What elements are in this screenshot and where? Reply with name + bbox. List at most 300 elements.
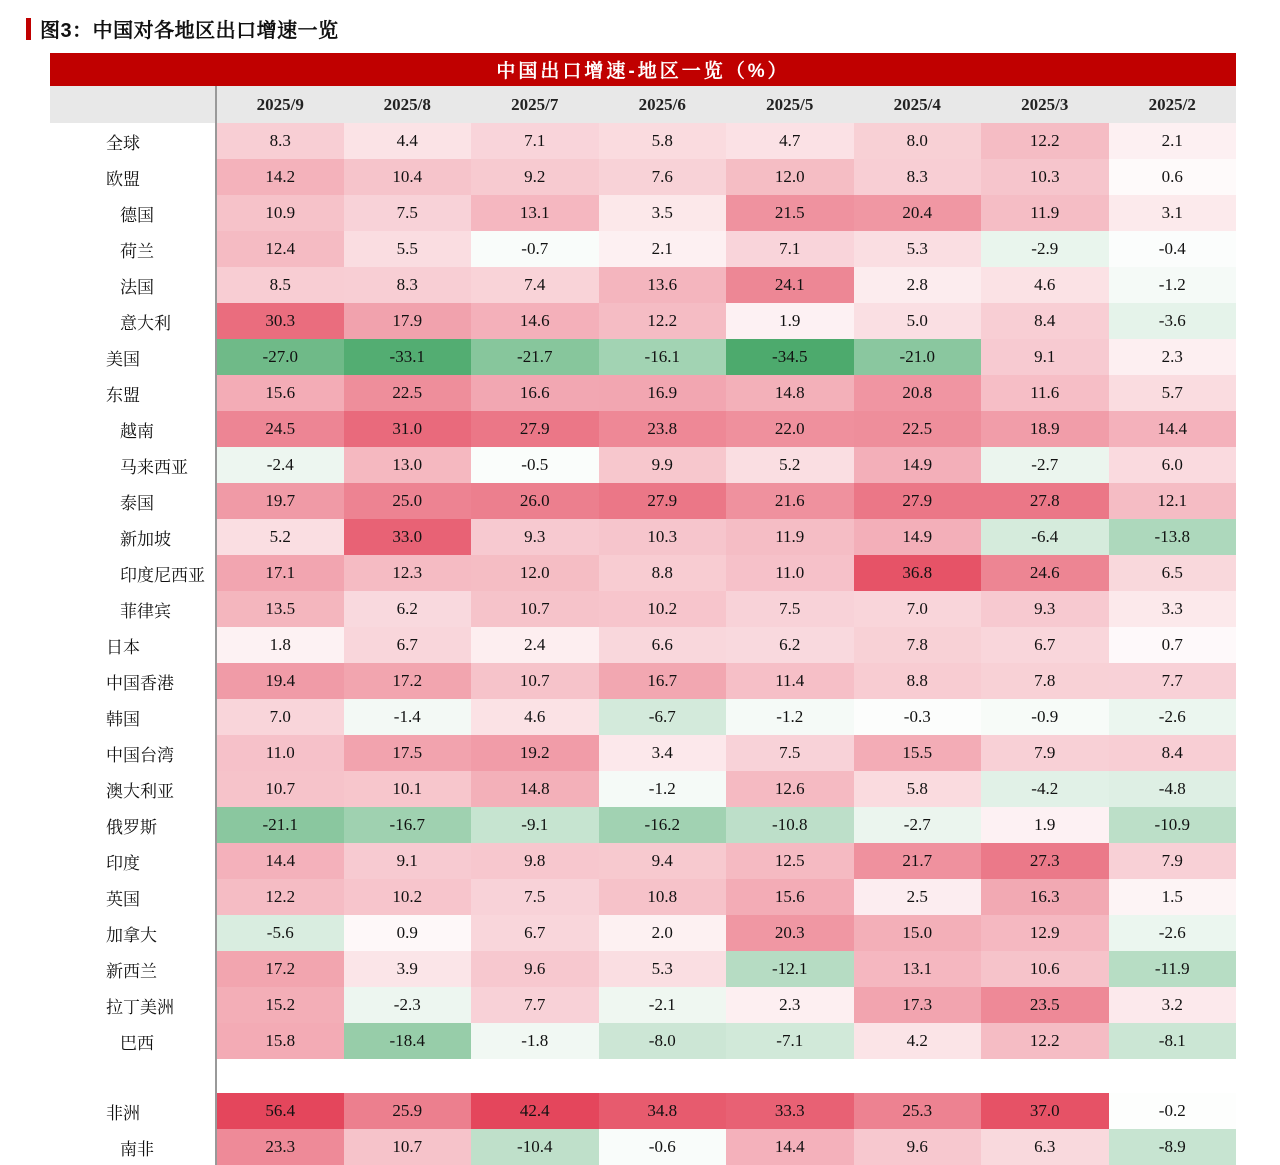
heatmap-cell: 23.5	[981, 987, 1109, 1023]
table-row	[50, 339, 1236, 375]
table-row	[50, 1129, 1236, 1165]
heatmap-cell: 15.6	[726, 879, 854, 915]
heatmap-cell: 5.8	[854, 771, 982, 807]
heatmap-cell: 12.9	[981, 915, 1109, 951]
heatmap-cell: 16.9	[599, 375, 727, 411]
table-row	[50, 483, 1236, 519]
heatmap-cell: 14.8	[726, 375, 854, 411]
heatmap-cell: 4.6	[471, 699, 599, 735]
heatmap-cell: 24.6	[981, 555, 1109, 591]
heatmap-cell: 27.9	[599, 483, 727, 519]
heatmap-cell: -16.7	[344, 807, 472, 843]
heatmap-cell: 15.5	[854, 735, 982, 771]
heatmap-cell: -1.2	[599, 771, 727, 807]
column-header-3: 2025/6	[599, 86, 727, 123]
heatmap-cell: 10.2	[599, 591, 727, 627]
heatmap-cell: -9.1	[471, 807, 599, 843]
heatmap-cell: -1.2	[1109, 267, 1237, 303]
heatmap-cell: 6.3	[981, 1129, 1109, 1165]
table-row	[50, 699, 1236, 735]
heatmap-cell: 17.2	[344, 663, 472, 699]
heatmap-cell: 9.2	[471, 159, 599, 195]
heatmap-cell: 4.2	[854, 1023, 982, 1059]
row-label: 南非	[120, 1139, 154, 1159]
heatmap-cell: 12.3	[344, 555, 472, 591]
heatmap-cell: 21.5	[726, 195, 854, 231]
heatmap-cell: 8.3	[854, 159, 982, 195]
table-row	[50, 771, 1236, 807]
heatmap-cell: -5.6	[216, 915, 344, 951]
heatmap-cell: 8.3	[344, 267, 472, 303]
heatmap-cell: 12.4	[216, 231, 344, 267]
row-label: 新加坡	[120, 529, 171, 549]
heatmap-cell: -6.4	[981, 519, 1109, 555]
heatmap-cell: 10.7	[344, 1129, 472, 1165]
heatmap-cell: -10.4	[471, 1129, 599, 1165]
row-label: 韩国	[106, 709, 140, 729]
row-label-cell	[50, 1023, 216, 1059]
heatmap-cell: 7.1	[726, 231, 854, 267]
column-header-5: 2025/4	[854, 86, 982, 123]
heatmap-cell: -18.4	[344, 1023, 472, 1059]
row-label-cell	[50, 807, 216, 843]
heatmap-cell: -4.8	[1109, 771, 1237, 807]
table-title: 中国出口增速-地区一览（%）	[50, 53, 1236, 86]
row-label-cell	[50, 987, 216, 1023]
heatmap-cell: 3.4	[599, 735, 727, 771]
heatmap-cell: -0.7	[471, 231, 599, 267]
heatmap-cell: 14.4	[726, 1129, 854, 1165]
header-corner-blank	[50, 86, 216, 123]
table-row	[50, 375, 1236, 411]
heatmap-cell: -2.6	[1109, 699, 1237, 735]
heatmap-cell: 20.4	[854, 195, 982, 231]
heatmap-cell: 16.6	[471, 375, 599, 411]
heatmap-cell: 24.1	[726, 267, 854, 303]
heatmap-cell: 5.8	[599, 123, 727, 159]
heatmap-cell: 30.3	[216, 303, 344, 339]
heatmap-cell: 17.5	[344, 735, 472, 771]
column-header-6: 2025/3	[981, 86, 1109, 123]
heatmap-cell: 25.9	[344, 1093, 472, 1129]
heatmap-cell: 6.7	[344, 627, 472, 663]
heatmap-cell: 34.8	[599, 1093, 727, 1129]
heatmap-cell: 7.7	[471, 987, 599, 1023]
row-label: 德国	[120, 205, 154, 225]
heatmap-cell: -10.8	[726, 807, 854, 843]
heatmap-cell: -7.1	[726, 1023, 854, 1059]
heatmap-cell: 6.6	[599, 627, 727, 663]
heatmap-cell: 2.0	[599, 915, 727, 951]
row-label-cell	[50, 771, 216, 807]
row-label: 英国	[106, 889, 140, 909]
row-label-cell	[50, 591, 216, 627]
heatmap-cell: 33.3	[726, 1093, 854, 1129]
heatmap-cell: 31.0	[344, 411, 472, 447]
caption-accent-bar	[26, 18, 31, 40]
heatmap-cell: -4.2	[981, 771, 1109, 807]
row-label-cell	[50, 879, 216, 915]
heatmap-cell: -0.3	[854, 699, 982, 735]
heatmap-cell: 9.3	[471, 519, 599, 555]
heatmap-cell: 9.6	[471, 951, 599, 987]
column-header-4: 2025/5	[726, 86, 854, 123]
heatmap-cell: 8.0	[854, 123, 982, 159]
heatmap-cell: 12.2	[981, 123, 1109, 159]
heatmap-table-wrapper	[0, 53, 1280, 1165]
row-label-cell	[50, 663, 216, 699]
heatmap-cell: -8.9	[1109, 1129, 1237, 1165]
heatmap-cell: 20.3	[726, 915, 854, 951]
heatmap-cell: 42.4	[471, 1093, 599, 1129]
heatmap-cell: 13.6	[599, 267, 727, 303]
heatmap-cell: 10.8	[599, 879, 727, 915]
table-row	[50, 591, 1236, 627]
row-label-cell	[50, 519, 216, 555]
heatmap-cell: -0.6	[599, 1129, 727, 1165]
table-row	[50, 807, 1236, 843]
row-label-cell	[50, 375, 216, 411]
heatmap-cell: 21.6	[726, 483, 854, 519]
heatmap-cell: 10.3	[981, 159, 1109, 195]
heatmap-cell: 0.7	[1109, 627, 1237, 663]
heatmap-cell: 7.8	[854, 627, 982, 663]
heatmap-cell: 10.9	[216, 195, 344, 231]
heatmap-cell: 13.1	[854, 951, 982, 987]
heatmap-cell: 14.2	[216, 159, 344, 195]
heatmap-cell: 8.8	[599, 555, 727, 591]
caption-text: 图3：中国对各地区出口增速一览	[40, 20, 339, 42]
heatmap-cell: 13.5	[216, 591, 344, 627]
heatmap-cell: 12.6	[726, 771, 854, 807]
heatmap-cell: -2.3	[344, 987, 472, 1023]
column-header-1: 2025/8	[344, 86, 472, 123]
row-label-cell	[50, 339, 216, 375]
heatmap-cell: 15.0	[854, 915, 982, 951]
row-label: 日本	[106, 637, 140, 657]
heatmap-cell: 9.6	[854, 1129, 982, 1165]
heatmap-cell: 8.4	[981, 303, 1109, 339]
heatmap-cell: 7.9	[1109, 843, 1237, 879]
heatmap-cell: 6.2	[344, 591, 472, 627]
row-label-cell	[50, 627, 216, 663]
heatmap-cell: 9.3	[981, 591, 1109, 627]
row-label: 东盟	[106, 385, 140, 405]
heatmap-cell: 26.0	[471, 483, 599, 519]
heatmap-cell: 7.5	[726, 735, 854, 771]
heatmap-cell: 22.0	[726, 411, 854, 447]
row-label-cell	[50, 1129, 216, 1165]
heatmap-cell: 8.4	[1109, 735, 1237, 771]
table-row	[50, 159, 1236, 195]
heatmap-cell: -33.1	[344, 339, 472, 375]
table-row	[50, 915, 1236, 951]
heatmap-cell: 25.0	[344, 483, 472, 519]
heatmap-cell: -13.8	[1109, 519, 1237, 555]
heatmap-cell: 4.6	[981, 267, 1109, 303]
row-label: 菲律宾	[120, 601, 171, 621]
heatmap-cell: 6.5	[1109, 555, 1237, 591]
table-header-row	[50, 86, 1236, 123]
row-label-cell	[50, 231, 216, 267]
heatmap-cell: 56.4	[216, 1093, 344, 1129]
heatmap-cell: 20.8	[854, 375, 982, 411]
row-label: 加拿大	[106, 925, 157, 945]
table-row	[50, 303, 1236, 339]
heatmap-cell: 10.7	[471, 663, 599, 699]
heatmap-cell: -12.1	[726, 951, 854, 987]
heatmap-cell: -2.7	[981, 447, 1109, 483]
heatmap-cell: 27.9	[471, 411, 599, 447]
row-label: 法国	[120, 277, 154, 297]
heatmap-cell: 11.0	[216, 735, 344, 771]
heatmap-cell: -27.0	[216, 339, 344, 375]
heatmap-cell: 27.9	[854, 483, 982, 519]
table-row	[50, 519, 1236, 555]
row-label: 欧盟	[106, 169, 140, 189]
row-label: 中国台湾	[106, 745, 174, 765]
heatmap-cell: 7.9	[981, 735, 1109, 771]
heatmap-cell: 3.1	[1109, 195, 1237, 231]
heatmap-cell: 10.2	[344, 879, 472, 915]
row-label: 泰国	[120, 493, 154, 513]
heatmap-cell: 6.0	[1109, 447, 1237, 483]
table-row	[50, 663, 1236, 699]
row-label: 马来西亚	[120, 457, 188, 477]
heatmap-cell: 16.3	[981, 879, 1109, 915]
heatmap-cell: 12.0	[726, 159, 854, 195]
table-row	[50, 555, 1236, 591]
table-row	[50, 123, 1236, 159]
heatmap-cell: 33.0	[344, 519, 472, 555]
table-row	[50, 411, 1236, 447]
heatmap-cell: 10.6	[981, 951, 1109, 987]
heatmap-cell: 9.4	[599, 843, 727, 879]
heatmap-cell: -2.4	[216, 447, 344, 483]
heatmap-cell: 7.5	[471, 879, 599, 915]
row-label: 中国香港	[106, 673, 174, 693]
heatmap-cell: -6.7	[599, 699, 727, 735]
heatmap-cell: 10.4	[344, 159, 472, 195]
heatmap-cell: 8.8	[854, 663, 982, 699]
row-label-cell	[50, 951, 216, 987]
heatmap-cell: 7.1	[471, 123, 599, 159]
heatmap-cell: 2.8	[854, 267, 982, 303]
heatmap-cell: 17.3	[854, 987, 982, 1023]
heatmap-cell: -2.1	[599, 987, 727, 1023]
table-head	[50, 53, 1236, 123]
row-label: 拉丁美洲	[106, 997, 174, 1017]
heatmap-cell: 19.2	[471, 735, 599, 771]
heatmap-cell: 2.1	[1109, 123, 1237, 159]
heatmap-cell: 9.1	[344, 843, 472, 879]
heatmap-cell: 22.5	[854, 411, 982, 447]
heatmap-cell: 3.2	[1109, 987, 1237, 1023]
heatmap-cell: -0.2	[1109, 1093, 1237, 1129]
heatmap-cell: 2.5	[854, 879, 982, 915]
heatmap-cell: 10.3	[599, 519, 727, 555]
heatmap-cell: 18.9	[981, 411, 1109, 447]
heatmap-cell: 12.2	[216, 879, 344, 915]
heatmap-cell: 7.7	[1109, 663, 1237, 699]
row-label-cell	[50, 555, 216, 591]
table-title-row	[50, 53, 1236, 86]
heatmap-cell: 12.0	[471, 555, 599, 591]
heatmap-cell: 36.8	[854, 555, 982, 591]
heatmap-cell: 14.4	[216, 843, 344, 879]
heatmap-cell: 12.2	[981, 1023, 1109, 1059]
heatmap-cell: 7.0	[854, 591, 982, 627]
heatmap-cell: 37.0	[981, 1093, 1109, 1129]
heatmap-cell: 6.7	[981, 627, 1109, 663]
heatmap-cell: 1.9	[981, 807, 1109, 843]
heatmap-cell: -2.7	[854, 807, 982, 843]
heatmap-cell: -21.0	[854, 339, 982, 375]
heatmap-cell: 12.5	[726, 843, 854, 879]
row-label: 印度尼西亚	[120, 565, 205, 585]
row-label-cell	[50, 195, 216, 231]
heatmap-cell: 21.7	[854, 843, 982, 879]
column-header-0: 2025/9	[216, 86, 344, 123]
heatmap-cell: 7.6	[599, 159, 727, 195]
heatmap-cell: 7.5	[344, 195, 472, 231]
heatmap-cell: 27.8	[981, 483, 1109, 519]
heatmap-cell: 1.9	[726, 303, 854, 339]
row-label-cell	[50, 267, 216, 303]
row-label: 意大利	[120, 313, 171, 333]
heatmap-cell: -0.4	[1109, 231, 1237, 267]
table-spacer-cell	[216, 1059, 1236, 1093]
heatmap-cell: 14.9	[854, 447, 982, 483]
row-label-cell	[50, 303, 216, 339]
row-label-cell	[50, 699, 216, 735]
heatmap-cell: 10.7	[471, 591, 599, 627]
row-label: 新西兰	[106, 961, 157, 981]
column-header-7: 2025/2	[1109, 86, 1237, 123]
heatmap-cell: 14.9	[854, 519, 982, 555]
heatmap-cell: 12.1	[1109, 483, 1237, 519]
table-body	[50, 123, 1236, 1165]
row-label: 澳大利亚	[106, 781, 174, 801]
column-header-2: 2025/7	[471, 86, 599, 123]
heatmap-cell: 10.7	[216, 771, 344, 807]
heatmap-cell: 22.5	[344, 375, 472, 411]
table-spacer-row	[50, 1059, 1236, 1093]
heatmap-cell: 1.5	[1109, 879, 1237, 915]
heatmap-cell: 6.2	[726, 627, 854, 663]
row-label-cell	[50, 1093, 216, 1129]
table-row	[50, 231, 1236, 267]
heatmap-cell: -3.6	[1109, 303, 1237, 339]
heatmap-cell: 3.3	[1109, 591, 1237, 627]
heatmap-cell: 5.3	[599, 951, 727, 987]
heatmap-cell: 3.5	[599, 195, 727, 231]
table-row	[50, 447, 1236, 483]
heatmap-cell: -2.6	[1109, 915, 1237, 951]
heatmap-cell: 2.3	[1109, 339, 1237, 375]
table-row	[50, 1023, 1236, 1059]
heatmap-cell: 19.4	[216, 663, 344, 699]
row-label-cell	[50, 735, 216, 771]
table-row	[50, 987, 1236, 1023]
heatmap-cell: -16.2	[599, 807, 727, 843]
heatmap-cell: 5.7	[1109, 375, 1237, 411]
heatmap-cell: 13.1	[471, 195, 599, 231]
heatmap-cell: 11.6	[981, 375, 1109, 411]
heatmap-cell: -0.5	[471, 447, 599, 483]
heatmap-cell: 2.4	[471, 627, 599, 663]
heatmap-cell: 17.1	[216, 555, 344, 591]
row-label-cell	[50, 843, 216, 879]
heatmap-cell: 4.4	[344, 123, 472, 159]
table-spacer-label-cell	[50, 1059, 216, 1093]
heatmap-cell: 9.8	[471, 843, 599, 879]
heatmap-cell: 19.7	[216, 483, 344, 519]
row-label: 荷兰	[120, 241, 154, 261]
heatmap-cell: 23.3	[216, 1129, 344, 1165]
heatmap-cell: 10.1	[344, 771, 472, 807]
heatmap-cell: -34.5	[726, 339, 854, 375]
heatmap-cell: 14.8	[471, 771, 599, 807]
table-row	[50, 267, 1236, 303]
heatmap-cell: 7.4	[471, 267, 599, 303]
heatmap-cell: 11.4	[726, 663, 854, 699]
heatmap-cell: 5.0	[854, 303, 982, 339]
table-row	[50, 951, 1236, 987]
heatmap-cell: 16.7	[599, 663, 727, 699]
heatmap-cell: -0.9	[981, 699, 1109, 735]
heatmap-cell: 15.6	[216, 375, 344, 411]
row-label: 巴西	[120, 1033, 154, 1053]
export-growth-heatmap	[50, 53, 1236, 1165]
heatmap-cell: 6.7	[471, 915, 599, 951]
heatmap-cell: 12.2	[599, 303, 727, 339]
table-row	[50, 879, 1236, 915]
row-label: 俄罗斯	[106, 817, 157, 837]
heatmap-cell: -1.4	[344, 699, 472, 735]
heatmap-cell: 7.5	[726, 591, 854, 627]
heatmap-cell: 0.6	[1109, 159, 1237, 195]
heatmap-cell: -8.1	[1109, 1023, 1237, 1059]
row-label-cell	[50, 483, 216, 519]
heatmap-cell: 11.0	[726, 555, 854, 591]
heatmap-cell: 17.2	[216, 951, 344, 987]
heatmap-cell: -11.9	[1109, 951, 1237, 987]
row-label-cell	[50, 411, 216, 447]
heatmap-cell: 2.1	[599, 231, 727, 267]
heatmap-cell: 5.2	[726, 447, 854, 483]
heatmap-cell: 5.5	[344, 231, 472, 267]
heatmap-cell: -1.8	[471, 1023, 599, 1059]
heatmap-cell: 13.0	[344, 447, 472, 483]
row-label-cell	[50, 915, 216, 951]
heatmap-cell: 27.3	[981, 843, 1109, 879]
heatmap-cell: 25.3	[854, 1093, 982, 1129]
heatmap-cell: 7.8	[981, 663, 1109, 699]
heatmap-cell: 8.5	[216, 267, 344, 303]
row-label: 印度	[106, 853, 140, 873]
heatmap-cell: 17.9	[344, 303, 472, 339]
table-row	[50, 195, 1236, 231]
heatmap-cell: 5.3	[854, 231, 982, 267]
row-label: 越南	[120, 421, 154, 441]
table-row	[50, 627, 1236, 663]
heatmap-cell: 14.6	[471, 303, 599, 339]
heatmap-cell: -8.0	[599, 1023, 727, 1059]
heatmap-cell: -10.9	[1109, 807, 1237, 843]
heatmap-cell: 15.8	[216, 1023, 344, 1059]
table-row	[50, 1093, 1236, 1129]
